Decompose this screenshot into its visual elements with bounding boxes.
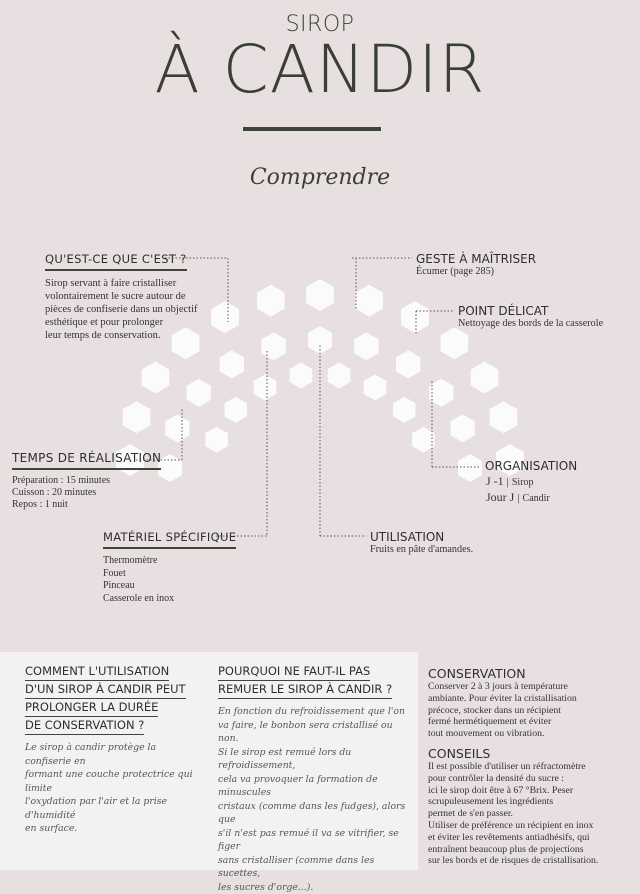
question-2-line: s'il n'est pas remué il va se vitrifier, se figer	[218, 827, 413, 854]
hexagon-cell	[225, 397, 248, 423]
hexagon-cell	[306, 279, 334, 311]
section-materiel	[103, 528, 263, 605]
conservation-line: fermé hermétiquement et éviter	[428, 716, 633, 728]
point-text: Nettoyage des bords de la casserole	[458, 318, 603, 330]
question-1-heading-line: COMMENT L'UTILISATION	[25, 663, 169, 681]
geste-text: Écumer (page 285)	[416, 266, 536, 278]
temps-label: TEMPS DE RÉALISATION	[12, 451, 161, 470]
quest-line: esthétique et pour prolonger	[45, 316, 225, 329]
organisation-day: Jour J	[486, 490, 514, 504]
organisation-row: J -1 | Sirop	[486, 474, 534, 489]
conseils-line: Il est possible d'utiliser un réfractomètre	[428, 761, 633, 773]
question-2-heading-line: POURQUOI NE FAUT-IL PAS	[218, 663, 370, 681]
question-2-line: cristaux (comme dans les fudges), alors que	[218, 800, 413, 827]
hexagon-cell	[262, 332, 286, 360]
conseils-line: Utiliser de préférence un récipient en inox	[428, 820, 633, 832]
hexagon-cell	[471, 362, 499, 394]
hexagon-cell	[205, 427, 228, 453]
question-1-line: l'oxydation par l'air et la prise d'humidité	[25, 795, 205, 822]
hexagon-cell	[451, 414, 475, 442]
conseils-text	[428, 761, 633, 867]
materiel-item: Fouet	[103, 568, 263, 581]
hexagon-cell	[165, 414, 189, 442]
conservation-line: ambiante. Pour éviter la cristallisation	[428, 693, 633, 705]
section-quest	[45, 250, 225, 342]
question-2	[218, 663, 413, 894]
question-2-heading	[218, 663, 413, 699]
temps-line: Repos : 1 nuit	[12, 499, 182, 511]
materiel-list	[103, 555, 263, 605]
question-1-line: en surface.	[25, 822, 205, 836]
geste-label: GESTE À MAÎTRISER	[416, 252, 536, 266]
quest-line: Sirop servant à faire cristalliser	[45, 277, 225, 290]
hexagon-cell	[412, 427, 435, 453]
quest-line: pièces de confiserie dans un objectif	[45, 303, 225, 316]
question-2-heading-line: REMUER LE SIROP À CANDIR ?	[218, 681, 392, 699]
hexagon-cell	[429, 379, 453, 407]
organisation-label: ORGANISATION	[485, 459, 577, 473]
question-1-heading-line: PROLONGER LA DURÉE	[25, 699, 158, 717]
question-2-body	[218, 705, 413, 894]
hexagon-cell	[490, 401, 518, 433]
utilisation-text: Fruits en pâte d'amandes.	[370, 544, 473, 556]
hexagon-cell	[257, 285, 285, 317]
question-2-line: En fonction du refroidissement que l'on	[218, 705, 413, 719]
materiel-item: Pinceau	[103, 580, 263, 593]
quest-text	[45, 277, 225, 342]
conservation-label: CONSERVATION	[428, 666, 633, 681]
page-title: À CANDIR	[0, 30, 640, 110]
conservation-line: tout mouvement ou vibration.	[428, 728, 633, 740]
question-2-line: va faire, le bonbon sera cristallisé ou non.	[218, 719, 413, 746]
question-1-heading-line: DE CONSERVATION ?	[25, 717, 144, 735]
hexagon-cell	[142, 362, 170, 394]
quest-label: QU'EST-CE QUE C'EST ?	[45, 252, 187, 271]
conseils-line: permet de s'en passer.	[428, 808, 633, 820]
conseils-line: sur les bords et de risques de cristallisation.	[428, 855, 633, 867]
organisation-task: Sirop	[512, 477, 534, 488]
temps-line: Cuisson : 20 minutes	[12, 487, 182, 499]
conseils-line: scrupuleusement les ingrédients	[428, 796, 633, 808]
hexagon-cell	[364, 374, 387, 400]
conseils-line: ici le sirop doit être à 67 °Brix. Peser	[428, 785, 633, 797]
conservation-line: Conserver 2 à 3 jours à température	[428, 681, 633, 693]
conseils-label: CONSEILS	[428, 746, 633, 761]
organisation-row: Jour J | Candir	[486, 490, 550, 505]
temps-line: Préparation : 15 minutes	[12, 475, 182, 487]
hexagon-cell	[254, 374, 277, 400]
section-utilisation	[370, 530, 473, 556]
question-1-body	[25, 741, 205, 836]
section-conservation	[428, 666, 633, 867]
section-organisation	[485, 459, 577, 473]
organisation-task: Candir	[523, 493, 550, 504]
hexagon-cell	[290, 363, 313, 389]
conservation-text	[428, 681, 633, 740]
question-2-line: sans cristalliser (comme dans les sucettes,	[218, 854, 413, 881]
title-small: SIROP	[0, 12, 640, 37]
materiel-item: Casserole en inox	[103, 593, 263, 606]
quest-line: leur temps de conservation.	[45, 329, 225, 342]
hexagon-cell	[220, 350, 244, 378]
hexagon-cell	[355, 285, 383, 317]
question-1-heading	[25, 663, 205, 735]
conseils-line: et éviter les revêtements antiadhésifs, qui	[428, 832, 633, 844]
materiel-label: MATÉRIEL SPÉCIFIQUE	[103, 530, 236, 549]
utilisation-label: UTILISATION	[370, 530, 473, 544]
conseils-line: pour contrôler la densité du sucre :	[428, 773, 633, 785]
section-geste	[416, 252, 536, 278]
hexagon-cell	[458, 454, 482, 482]
hexagon-cell	[393, 397, 416, 423]
question-1-line: Le sirop à candir protège la confiserie en	[25, 741, 205, 768]
section-temps	[12, 449, 182, 511]
hexagon-cell	[354, 332, 378, 360]
temps-text	[12, 475, 182, 511]
section-point	[458, 304, 603, 330]
quest-line: volontairement le sucre autour de	[45, 290, 225, 303]
question-1-line: formant une couche protectrice qui limite	[25, 768, 205, 795]
materiel-item: Thermomètre	[103, 555, 263, 568]
question-2-line: cela va provoquer la formation de minuscules	[218, 773, 413, 800]
point-label: POINT DÉLICAT	[458, 304, 603, 318]
hexagon-cell	[123, 401, 151, 433]
hexagon-cell	[396, 350, 420, 378]
organisation-day: J -1	[486, 474, 504, 488]
question-2-line: Si le sirop est remué lors du refroidissement,	[218, 746, 413, 773]
hexagon-cell	[328, 363, 351, 389]
hexagon-cell	[441, 327, 469, 359]
subtitle: Comprendre	[0, 165, 640, 190]
conseils-line: entraînent beaucoup plus de projections	[428, 844, 633, 856]
question-2-line: les sucres d'orge...).	[218, 881, 413, 894]
hexagon-cell	[187, 379, 211, 407]
question-1-heading-line: D'UN SIROP À CANDIR PEUT	[25, 681, 186, 699]
conservation-line: précoce, stocker dans un récipient	[428, 705, 633, 717]
hexagon-cell	[401, 301, 429, 333]
question-1	[25, 663, 205, 836]
